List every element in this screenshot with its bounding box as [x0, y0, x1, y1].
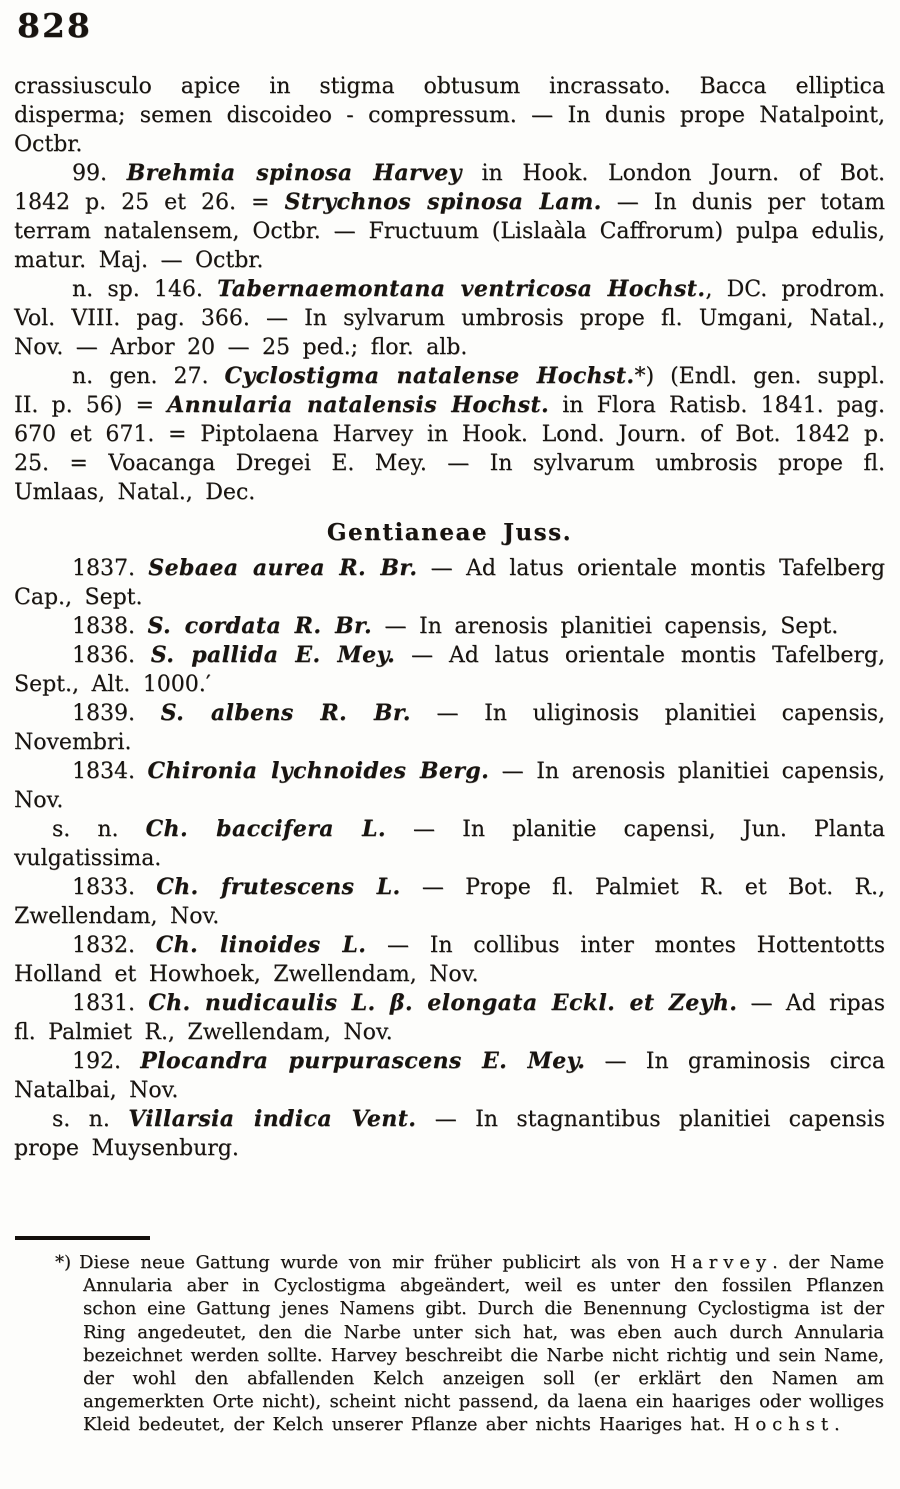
letterspaced-name: Harvey	[670, 1252, 773, 1273]
text-run: . der Name Annularia aber in Cyclostigma abgeändert, weil es unter den fossilen Pflanzen schon eine Gattung jenes Namens gibt. Durch die Benennung Cyclostigma ist der Ring angedeutet, den die Narbe unter sich hat, was eben auch durch Annularia bezeichnet werden sollte. Harvey beschreibt die Narbe nicht richtig und sein Name, der wohl den abfallenden Kelch anzeigen soll (er erklärt den Namen am angemerkten Orte nicht), scheint nicht passend, da laena ein haariges oder wolliges Kleid bedeutet, der Kelch unserer Pflanze aber nichts Haariges hat.	[83, 1252, 885, 1436]
species-name: Plocandra purpurascens E. Mey.	[140, 1048, 586, 1074]
text-run: 1832.	[72, 933, 156, 958]
entry-1838	[14, 612, 885, 641]
species-name: Ch. nudicaulis L. β. elongata Eckl. et Zeyh.	[148, 990, 738, 1016]
entry-1834	[14, 757, 885, 815]
footnote-text	[79, 1252, 884, 1435]
text-run: s. n.	[52, 817, 146, 842]
entry-n-sp-146	[14, 275, 885, 362]
text-run: — In collibus inter montes Hottentotts Holland et Howhoek, Zwellendam, Nov.	[14, 933, 885, 987]
text-run: — Ad latus orientale montis Tafelberg Cap., Sept.	[14, 556, 885, 610]
text-run: — Prope fl. Palmiet R. et Bot. R., Zwellendam, Nov.	[14, 875, 885, 929]
text-run: s. n.	[52, 1107, 129, 1132]
text-run: 1837.	[72, 556, 149, 581]
text-run: 1836.	[72, 643, 151, 668]
text-run: — In arenosis planitiei capensis, Sept.	[372, 614, 839, 639]
text-run: 192.	[72, 1049, 141, 1074]
text-run: , DC. prodrom. Vol. VIII. pag. 366. — In sylvarum umbrosis prope fl. Umgani, Natal., Nov. — Arbor 20 — 25 ped.; flor. alb.	[14, 277, 885, 360]
text-run: *) (Endl. gen. suppl. II. p. 56) =	[14, 364, 885, 418]
text-run: Diese neue Gattung wurde von mir früher publicirt als von	[79, 1252, 671, 1273]
text-run: 1831.	[72, 991, 149, 1016]
entry-sn-villarsia	[14, 1105, 885, 1163]
entry-1839	[14, 699, 885, 757]
text-run: — Ad latus orientale montis Tafelberg, Sept., Alt. 1000.′	[14, 643, 885, 697]
text-run: — In planitie capensi, Jun. Planta vulgatissima.	[14, 817, 885, 871]
text-run: — In dunis per totam terram natalensem, Octbr. — Fructuum (Lislaàla Caffrorum) pulpa edulis, matur. Maj. — Octbr.	[14, 190, 885, 273]
entry-n-gen-27	[14, 362, 885, 507]
text-run: n. sp. 146.	[72, 277, 218, 302]
entry-1832	[14, 931, 885, 989]
species-name: Ch. frutescens L.	[156, 874, 401, 900]
species-name: Cyclostigma natalense Hochst.	[224, 363, 635, 389]
text-run: 1834.	[72, 759, 148, 784]
species-name: Ch. linoides L.	[155, 932, 367, 958]
entry-192	[14, 1047, 885, 1105]
footnote-marker: *)	[55, 1252, 72, 1273]
species-name: Brehmia spinosa Harvey	[126, 160, 462, 186]
text-run: 1833.	[72, 875, 157, 900]
text-run: — In stagnantibus planitiei capensis prope Muysenburg.	[14, 1107, 885, 1161]
page-number: 828	[17, 6, 92, 45]
text-run: — In graminosis circa Natalbai, Nov.	[14, 1049, 885, 1103]
footnote	[55, 1251, 884, 1437]
text-run: 1839.	[72, 701, 161, 726]
entry-1836	[14, 641, 885, 699]
text-run: crassiusculo apice in stigma obtusum incrassato. Bacca elliptica disperma; semen discoideo - compressum. — In dunis prope Natalpoint, Octbr.	[14, 74, 885, 157]
page-body	[14, 72, 885, 1163]
entry-99	[14, 159, 885, 275]
text-run: n. gen. 27.	[72, 364, 225, 389]
text-run: — In arenosis planitiei capensis, Nov.	[14, 759, 885, 813]
text-run: in Hook. London Journ. of Bot. 1842 p. 25 et 26. =	[14, 161, 885, 215]
footnote-separator-rule	[15, 1236, 150, 1240]
text-run: — In uliginosis planitiei capensis, Novembri.	[14, 701, 885, 755]
species-name: S. pallida E. Mey.	[150, 642, 396, 668]
species-name: Villarsia indica Vent.	[128, 1106, 417, 1132]
species-name: Sebaea aurea R. Br.	[148, 555, 418, 581]
species-name: Annularia natalensis Hochst.	[167, 392, 550, 418]
letterspaced-name: Hochst.	[733, 1414, 846, 1436]
species-name: Chironia lychnoides Berg.	[147, 758, 490, 784]
species-name: S. cordata R. Br.	[147, 613, 373, 639]
entry-sn-baccifera	[14, 815, 885, 873]
paragraph-continuation	[14, 72, 885, 159]
entry-1833	[14, 873, 885, 931]
species-name: Strychnos spinosa Lam.	[284, 189, 602, 215]
text-run: in Flora Ratisb. 1841. pag. 670 et 671. = Piptolaena Harvey in Hook. Lond. Journ. of Bot. 1842 p. 25. = Voacanga Dregei E. Mey. — In sylvarum umbrosis prope fl. Umlaas, Natal., Dec.	[14, 393, 886, 505]
species-name: Ch. baccifera L.	[145, 816, 386, 842]
species-name: S. albens R. Br.	[160, 700, 411, 726]
text-run: — Ad ripas fl. Palmiet R., Zwellendam, Nov.	[14, 991, 885, 1045]
text-run: 1838.	[72, 614, 148, 639]
entry-1837	[14, 554, 885, 612]
section-heading: Gentianeae Juss.	[326, 519, 573, 546]
species-name: Tabernaemontana ventricosa Hochst.	[217, 276, 706, 302]
text-run: 99.	[72, 161, 127, 186]
entry-1831	[14, 989, 885, 1047]
